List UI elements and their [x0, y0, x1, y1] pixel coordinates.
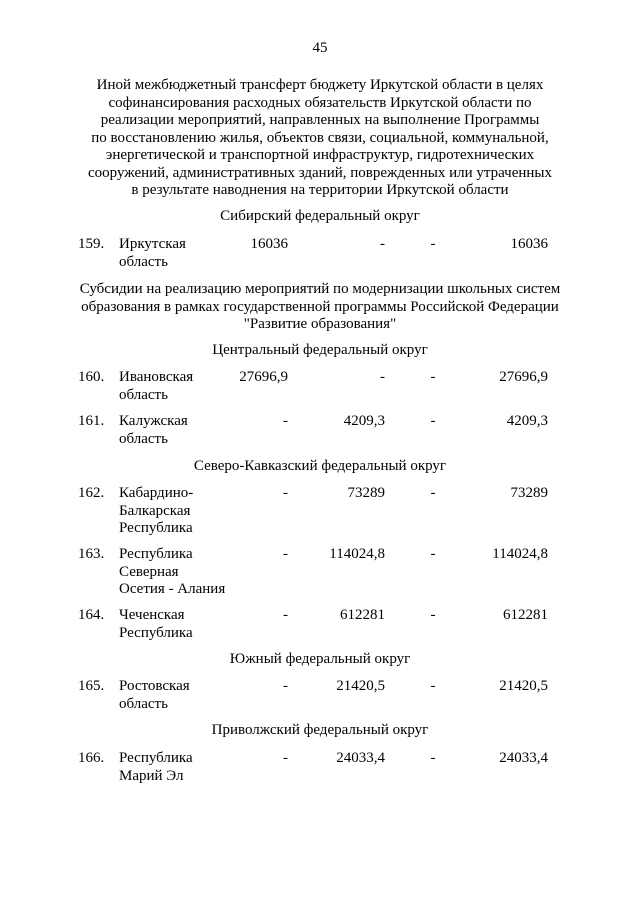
amount-col2: 114024,8 — [329, 546, 385, 562]
section-heading — [60, 77, 580, 200]
amount-col2: - — [380, 236, 385, 252]
row-number: 165. — [78, 678, 105, 694]
heading-line: по восстановлению жилья, объектов связи, социальной, коммунальной, — [91, 129, 549, 146]
table-row — [0, 485, 640, 545]
region-name — [119, 369, 239, 404]
region-name-line: Калужская — [119, 413, 188, 429]
region-name — [119, 413, 239, 448]
region-name — [119, 750, 239, 785]
amount-col1: 16036 — [250, 236, 288, 252]
heading-line: образования в рамках государственной программы Российской Федерации — [81, 298, 559, 315]
amount-total: 73289 — [510, 485, 548, 501]
region-name-line: область — [119, 695, 168, 712]
region-name-line: Балкарская — [119, 502, 191, 519]
amount-col2: 612281 — [340, 607, 385, 623]
region-name-line: Ивановская — [119, 369, 194, 385]
region-name — [119, 546, 239, 599]
row-number: 162. — [78, 485, 105, 501]
amount-col2: 73289 — [347, 485, 385, 501]
region-name-line: Республика — [119, 520, 193, 536]
region-name-line: Кабардино- — [119, 485, 194, 501]
page-number: 45 — [312, 40, 328, 56]
heading-line: в результате наводнения на территории Иркутской области — [131, 182, 509, 198]
heading-line: сооружений, административных зданий, поврежденных или утраченных — [88, 164, 552, 181]
region-name-line: Осетия - Алания — [119, 581, 226, 597]
table-row — [0, 546, 640, 606]
district-heading: Центральный федеральный округ — [212, 342, 428, 358]
region-name — [119, 485, 239, 538]
region-name-line: Республика — [119, 624, 193, 641]
row-number: 161. — [78, 413, 105, 429]
amount-col3: - — [430, 678, 436, 694]
heading-line: "Развитие образования" — [243, 316, 397, 332]
amount-col1: 27696,9 — [239, 369, 288, 385]
region-name-line: Ростовская — [119, 678, 190, 694]
amount-col2: - — [380, 369, 385, 385]
heading-line: Субсидии на реализацию мероприятий по модернизации школьных систем — [79, 281, 561, 297]
amount-col1: - — [283, 485, 288, 501]
region-name-line: Чеченская — [119, 607, 185, 623]
row-number: 159. — [78, 236, 105, 252]
district-heading: Сибирский федеральный округ — [220, 208, 420, 224]
amount-col1: - — [283, 607, 288, 623]
amount-total: 4209,3 — [506, 413, 548, 429]
region-name — [119, 236, 239, 271]
amount-col2: 24033,4 — [336, 750, 385, 766]
heading-line: софинансирования расходных обязательств Иркутской области по — [108, 94, 532, 111]
row-number: 164. — [78, 607, 105, 623]
amount-total: 114024,8 — [492, 546, 548, 562]
amount-total: 27696,9 — [499, 369, 548, 385]
amount-col3: - — [430, 369, 436, 385]
row-number: 163. — [78, 546, 105, 562]
amount-col1: - — [283, 546, 288, 562]
amount-col3: - — [430, 750, 436, 766]
amount-col3: - — [430, 485, 436, 501]
amount-col3: - — [430, 546, 436, 562]
amount-col1: - — [283, 678, 288, 694]
heading-line: реализации мероприятий, направленных на выполнение Программы — [100, 112, 540, 128]
region-name — [119, 607, 239, 642]
amount-col2: 21420,5 — [336, 678, 385, 694]
amount-col1: - — [283, 750, 288, 766]
heading-line: энергетической и транспортной инфраструктур, гидротехнических — [105, 147, 535, 163]
amount-col2: 4209,3 — [343, 413, 385, 429]
region-name-line: Иркутская — [119, 236, 186, 252]
amount-total: 21420,5 — [499, 678, 548, 694]
region-name — [119, 678, 239, 713]
region-name-line: Северная — [119, 563, 179, 580]
district-heading: Южный федеральный округ — [229, 651, 411, 667]
region-name-line: область — [119, 253, 168, 270]
row-number: 166. — [78, 750, 105, 766]
section-heading — [60, 281, 580, 334]
amount-col3: - — [430, 607, 436, 623]
heading-line: Иной межбюджетный трансферт бюджету Иркутской области в целях — [96, 77, 544, 93]
amount-col1: - — [283, 413, 288, 429]
amount-total: 612281 — [503, 607, 548, 623]
table-row — [0, 750, 640, 810]
amount-col3: - — [430, 236, 436, 252]
amount-col3: - — [430, 413, 436, 429]
amount-total: 16036 — [510, 236, 548, 252]
district-heading: Северо-Кавказский федеральный округ — [193, 458, 447, 474]
district-heading: Приволжский федеральный округ — [211, 722, 429, 738]
row-number: 160. — [78, 369, 105, 385]
amount-total: 24033,4 — [499, 750, 548, 766]
region-name-line: Республика — [119, 750, 193, 766]
region-name-line: Марий Эл — [119, 767, 184, 784]
region-name-line: область — [119, 430, 168, 447]
region-name-line: область — [119, 386, 168, 403]
region-name-line: Республика — [119, 546, 193, 562]
